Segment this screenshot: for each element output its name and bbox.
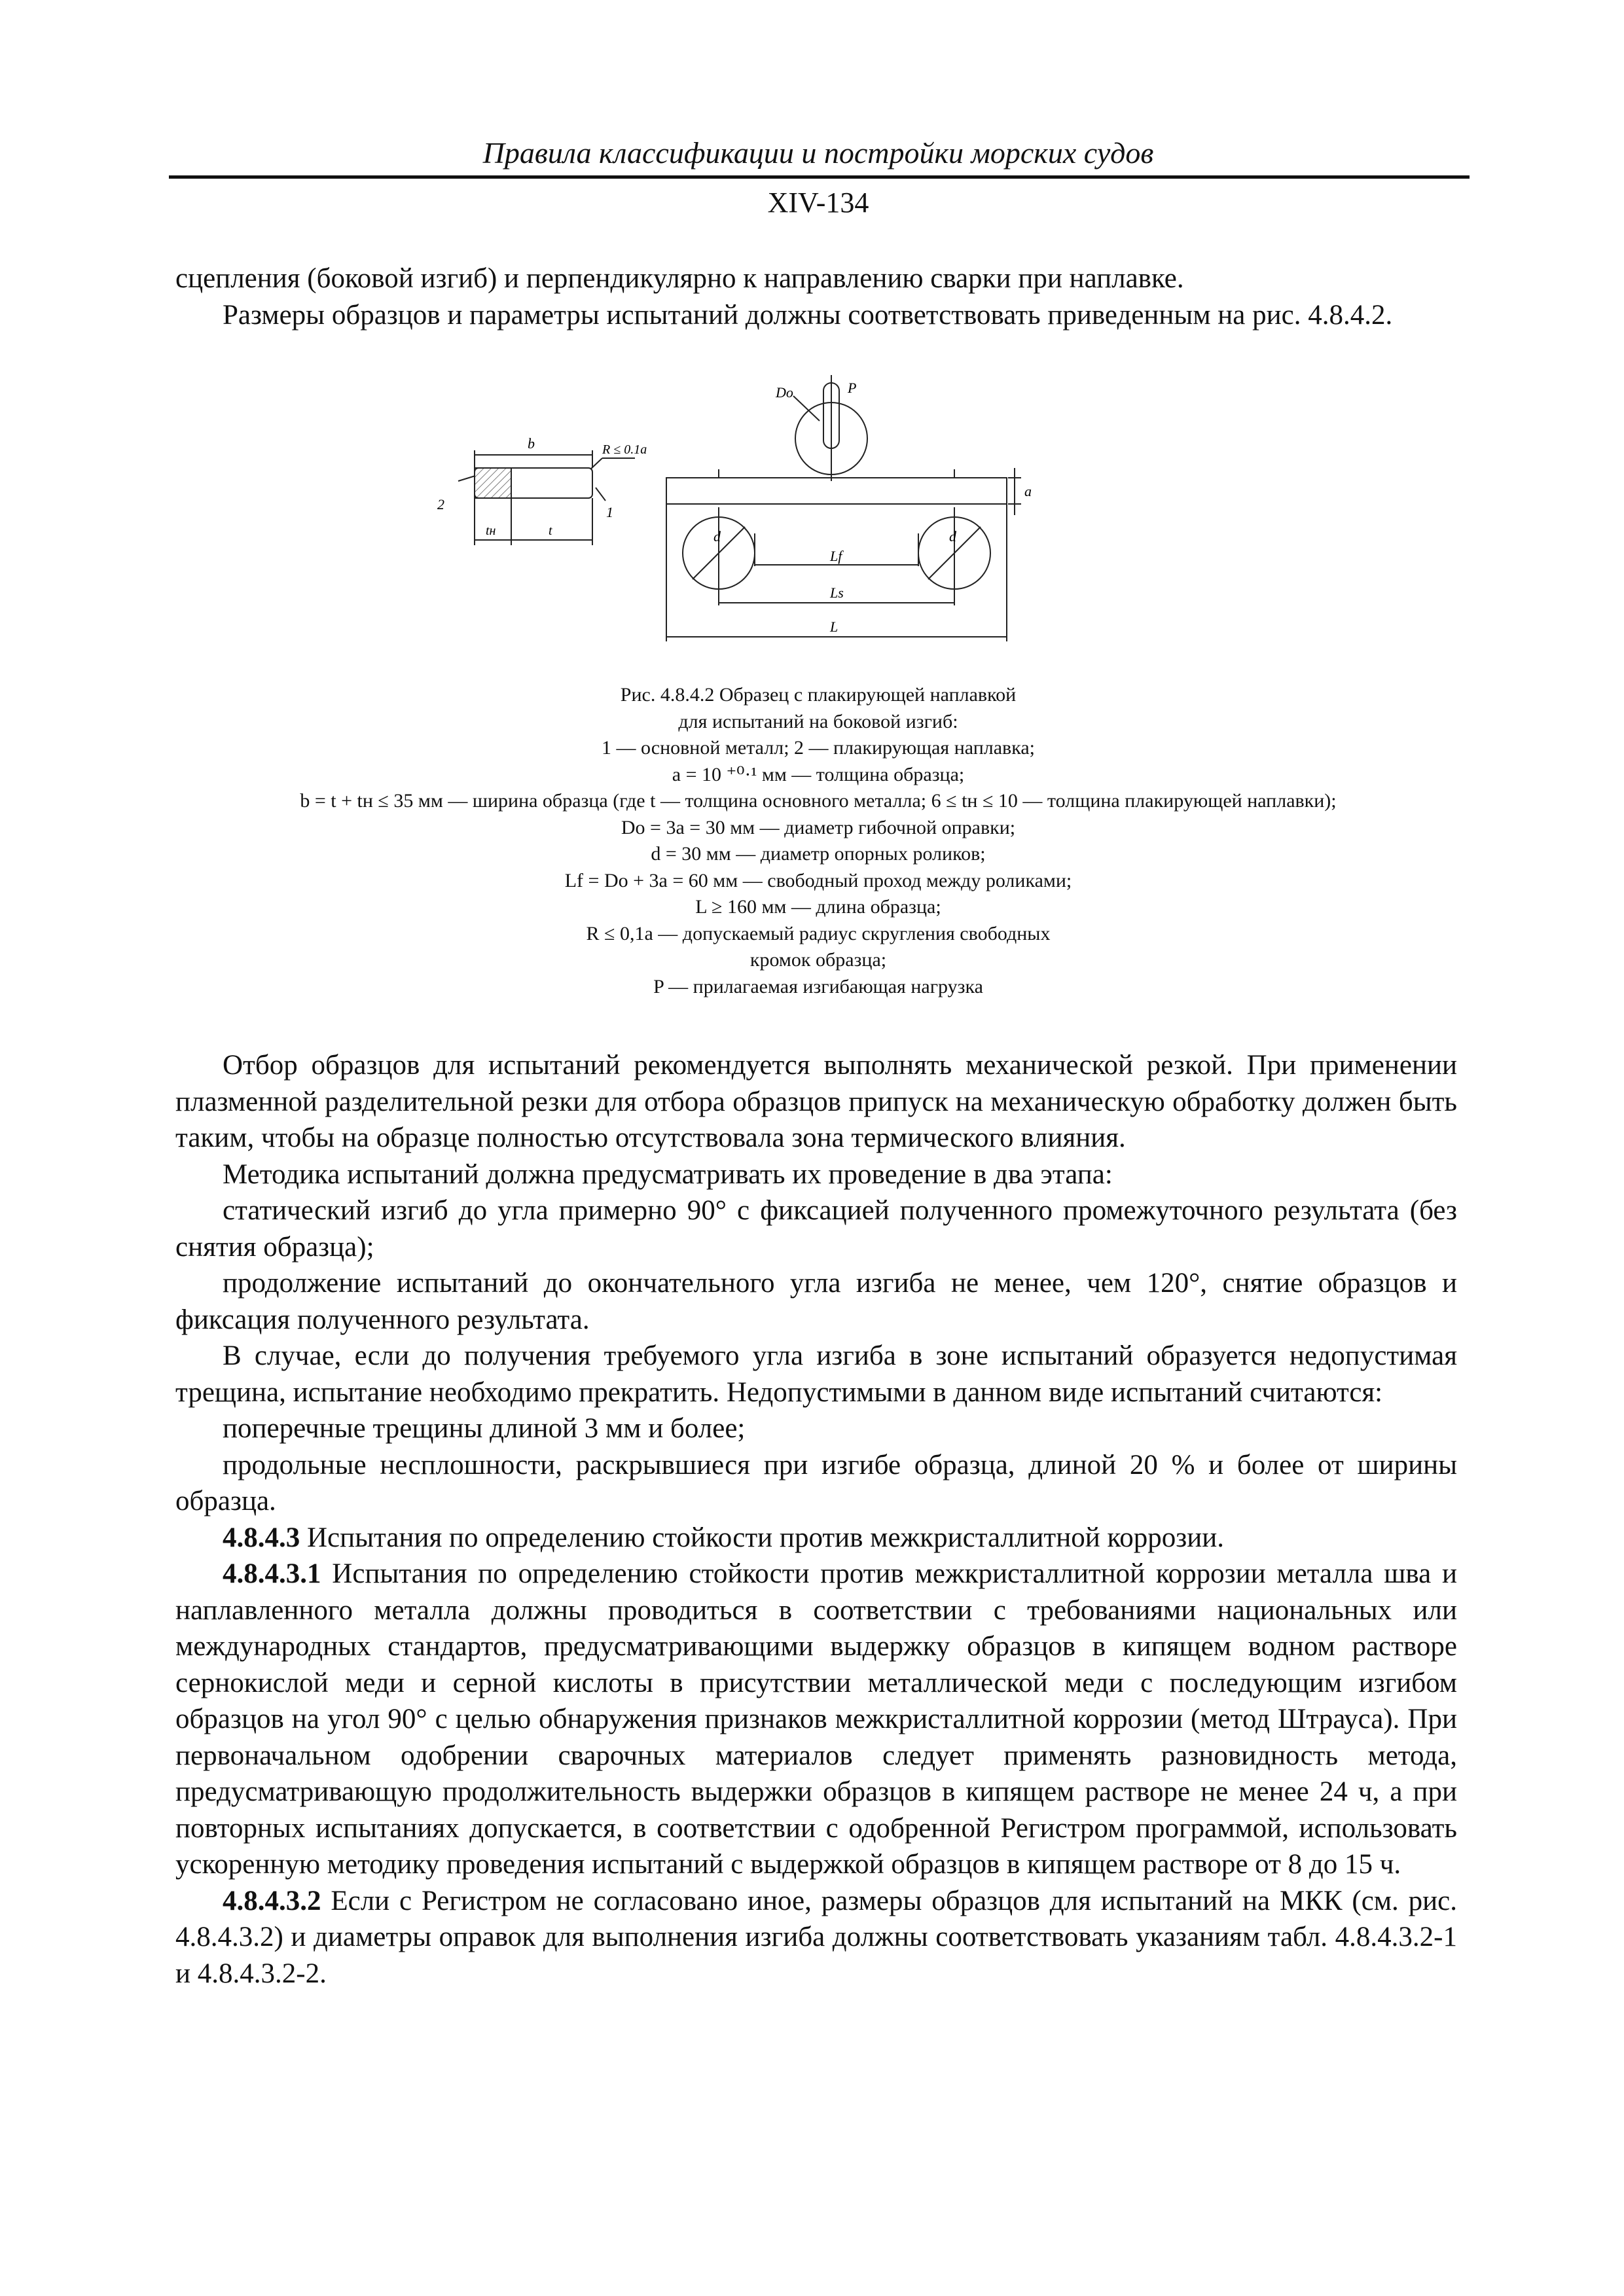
section-number: 4.8.4.3.1	[223, 1558, 321, 1589]
caption-legend-8: R ≤ 0,1a — допускаемый радиус скругления свободных	[586, 922, 1051, 944]
section-4-8-4-3-2	[175, 1883, 1457, 1992]
section-text: Испытания по определению стойкости против межкристаллитной коррозии.	[300, 1522, 1224, 1553]
bend-test-setup	[666, 375, 1021, 641]
label-P: P	[848, 380, 857, 396]
caption-legend-6: Lf = Dо + 3a = 60 мм — свободный проход между роликами;	[564, 869, 1072, 891]
specimen-figure	[419, 370, 1074, 658]
section-4-8-4-3-1	[175, 1556, 1457, 1883]
caption-legend-1: 1 — основной металл; 2 — плакирующая наплавка;	[602, 737, 1035, 759]
intro-line-2: Размеры образцов и параметры испытаний должны соответствовать приведенным на рис. 4.8.4.2.	[223, 299, 1393, 331]
label-d-right: d	[949, 528, 956, 545]
label-part-2: 2	[437, 496, 444, 512]
intro-line-1: сцепления (боковой изгиб) и перпендикулярно к направлению сварки при наплавке.	[175, 263, 1184, 294]
label-tn: tн	[486, 524, 496, 538]
paragraph-longitudinal: продольные несплошности, раскрывшиеся при изгибе образца, длиной 20 % и более от ширины образца.	[175, 1449, 1457, 1516]
label-Lf: Lf	[830, 548, 842, 564]
paragraph-stage-1: статический изгиб до угла примерно 90° с фиксацией полученного промежуточного результата (без снятия образца);	[175, 1195, 1457, 1263]
label-L: L	[830, 619, 839, 635]
paragraph-stage-2: продолжение испытаний до окончательного угла изгиба не менее, чем 120°, снятие образцов и фиксация полученного результата.	[175, 1268, 1457, 1335]
label-Do: Dо	[776, 384, 793, 401]
header-rule	[169, 175, 1470, 179]
label-part-1: 1	[606, 504, 613, 520]
caption-title-2: для испытаний на боковой изгиб:	[678, 710, 958, 732]
label-b: b	[528, 435, 535, 452]
paragraph-cracks: В случае, если до получения требуемого угла изгиба в зоне испытаний образуется недопустимая трещина, испытание необходимо прекратить. Недопустимыми в данном виде испытаний считаются:	[175, 1340, 1457, 1408]
caption-title-1: Рис. 4.8.4.2 Образец с плакирующей наплавкой	[620, 684, 1017, 706]
specimen-cross-section	[458, 450, 635, 545]
label-d-left: d	[713, 528, 721, 545]
paragraph-method: Методика испытаний должна предусматривать их проведение в два этапа:	[223, 1158, 1113, 1190]
caption-legend-5: d = 30 мм — диаметр опорных роликов;	[651, 843, 986, 865]
section-number: 4.8.4.3	[223, 1522, 300, 1553]
caption-legend-2: a = 10 ⁺⁰·¹ мм — толщина образца;	[672, 763, 965, 785]
paragraph-transverse: поперечные трещины длиной 3 мм и более;	[223, 1413, 746, 1444]
paragraph-sampling: Отбор образцов для испытаний рекомендуется выполнять механической резкой. При применении плазменной разделительной резки для отбора образцов припуск на механическую обработку должен быть таким, чтобы на образце полностью отсутствовала зона термического влияния.	[175, 1050, 1457, 1153]
figure-caption	[164, 682, 1473, 1000]
label-radius: R ≤ 0.1a	[602, 442, 647, 457]
label-t: t	[549, 524, 552, 538]
caption-legend-10: P — прилагаемая изгибающая нагрузка	[653, 975, 983, 997]
page-number: XIV-134	[767, 187, 869, 219]
caption-legend-3: b = t + tн ≤ 35 мм — ширина образца (где t — толщина основного металла; 6 ≤ tн ≤ 10 — толщина плакирующей наплавки);	[300, 790, 1337, 812]
section-text: Если с Регистром не согласовано иное, размеры образцов для испытаний на МКК (см. рис. 4.8.4.3.2) и диаметры оправок для выполнения изгиба должны соответствовать указаниям табл. 4.8.4.3.2-1 и 4.8.4.3.2-2.	[175, 1885, 1457, 1989]
caption-legend-7: L ≥ 160 мм — длина образца;	[695, 896, 941, 918]
label-a: a	[1024, 483, 1032, 499]
section-number: 4.8.4.3.2	[223, 1885, 321, 1916]
caption-legend-4: Dо = 3a = 30 мм — диаметр гибочной оправки;	[621, 816, 1016, 838]
section-text: Испытания по определению стойкости против межкристаллитной коррозии металла шва и наплавленного металла должны проводиться в соответствии с требованиями национальных или международных стандартов, предусматривающими выдержку образцов в кипящем водном растворе сернокислой меди и серной кислоты в присутствии металлической меди с последующим изгибом образцов на угол 90° с целью обнаружения признаков межкристаллитной коррозии (метод Штрауса). При первоначальном одобрении сварочных материалов следует применять разновидность метода, предусматривающую продолжительность выдержки образцов в кипящем растворе не менее 24 ч, а при повторных испытаниях допускается, в соответствии с одобренной Регистром программой, использовать ускоренную методику проведения испытаний с выдержкой образцов в кипящем растворе от 8 до 15 ч.	[175, 1558, 1457, 1880]
label-Ls: Ls	[830, 584, 844, 601]
document-title: Правила классификации и постройки морских судов	[482, 136, 1154, 170]
main-text	[175, 1047, 1457, 1992]
section-4-8-4-3	[175, 1520, 1457, 1556]
intro-text	[175, 260, 1457, 333]
caption-legend-9: кромок образца;	[749, 949, 887, 971]
